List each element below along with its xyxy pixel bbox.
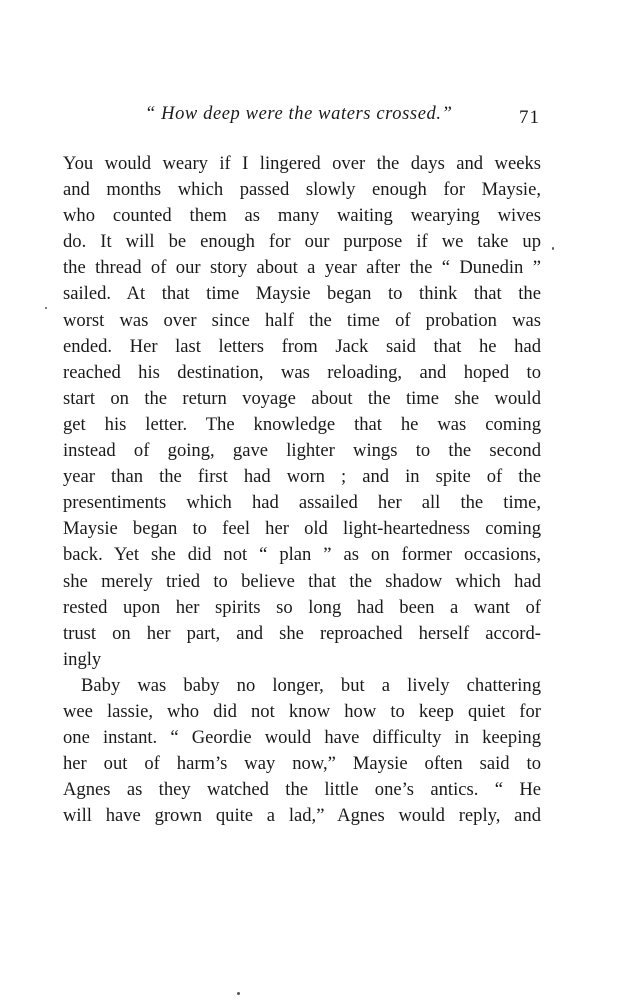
ink-speck [45,307,47,309]
text-line: back. Yet she did not “ plan ” as on former occasions, [63,544,541,566]
text-line: presentiments which had assailed her all the time, [63,492,541,514]
text-line: Agnes as they watched the little one’s antics. “ He [63,779,541,801]
paragraph-2 [63,673,541,830]
text-line: one instant. “ Geordie would have difficulty in keeping [63,727,541,749]
text-line: ingly [63,648,102,670]
paragraph-1 [63,151,541,673]
ink-speck [552,247,554,250]
text-line: trust on her part, and she reproached herself accord- [63,622,541,644]
body-text [63,151,541,829]
text-line: Maysie began to feel her old light-heartedness coming [63,518,541,540]
text-line: year than the first had worn ; and in spite of the [63,466,541,488]
text-line: You would weary if I lingered over the days and weeks [63,153,541,174]
text-line: ended. Her last letters from Jack said that he had [63,335,541,357]
text-line: sailed. At that time Maysie began to think that the [63,283,541,305]
text-line: worst was over since half the time of probation was [63,309,541,331]
text-line: will have grown quite a lad,” Agnes would reply, and [63,805,541,827]
text-line: and months which passed slowly enough for Maysie, [63,179,541,201]
running-head [0,104,625,134]
text-line: rested upon her spirits so long had been a want of [63,596,541,618]
text-line: start on the return voyage about the time she would [63,387,541,409]
text-line: the thread of our story about a year after the “ Dunedin ” [63,257,541,279]
text-line: she merely tried to believe that the shadow which had [63,570,541,592]
text-line: get his letter. The knowledge that he was coming [63,413,541,435]
text-line: her out of harm’s way now,” Maysie often said to [63,753,541,775]
text-line: do. It will be enough for our purpose if we take up [63,231,541,253]
text-line: reached his destination, was reloading, and hoped to [63,361,541,383]
text-line: who counted them as many waiting wearying wives [63,205,541,227]
text-line: wee lassie, who did not know how to keep quiet for [63,700,541,722]
text-line: Baby was baby no longer, but a lively chattering [81,674,541,696]
page-number: 71 [519,107,540,128]
ink-speck [237,992,240,995]
running-title: “ How deep were the waters crossed.” [145,104,453,124]
text-line: instead of going, gave lighter wings to the second [63,440,541,462]
